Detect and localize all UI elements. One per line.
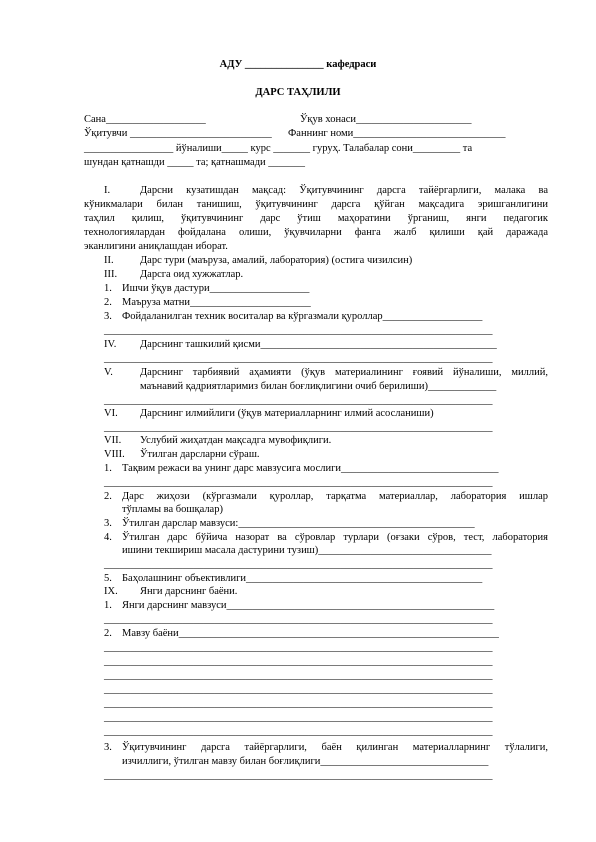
past-topics-field[interactable]: Ўтилган дарслар мавзуси:_____________________________________________ [122, 518, 475, 529]
item-number: 4. [104, 532, 112, 543]
item-text: Ўтилган дарс бўйича назорат ва сўровлар турлари (оғзаки сўров, тест, лаборатория [122, 532, 548, 543]
item-number: 3. [104, 742, 112, 753]
blank-line[interactable]: __________________________________________________________________________ [104, 698, 493, 709]
new-topic-field[interactable]: Янги дарснинг мавзуси___________________________________________________ [122, 600, 495, 611]
document-heading: ДАРС ТАҲЛИЛИ [255, 87, 341, 98]
section-number: VI. [104, 408, 118, 419]
subject-name-field[interactable]: Фаннинг номи_____________________________ [288, 128, 506, 139]
blank-line[interactable]: __________________________________________________________________________ [104, 726, 493, 737]
course-group-field[interactable]: _________________ йўналиши_____ курс _______ гуруҳ. Талабалар сони_________ та [84, 143, 473, 154]
section-number: II. [104, 255, 114, 266]
blank-line[interactable]: __________________________________________________________________________ [104, 656, 493, 667]
lecture-text-field[interactable]: Маъруза матни_______________________ [122, 297, 311, 308]
blank-line[interactable]: __________________________________________________________________________ [104, 395, 493, 406]
section-number: IX. [104, 586, 118, 597]
blank-line[interactable]: __________________________________________________________________________ [104, 559, 493, 570]
section-number: VII. [104, 435, 122, 446]
lesson-type-text: Дарс тури (маъруза, амалий, лаборатория) (остига чизилсин) [140, 255, 413, 266]
section-number: I. [104, 185, 111, 196]
item-number: 1. [104, 600, 112, 611]
section-number: III. [104, 269, 118, 280]
blank-line[interactable]: __________________________________________________________________________ [104, 670, 493, 681]
section-text: Дарснинг тарбиявий аҳамияти (ўқув материалининг ғоявий йўналиши, миллий, [140, 367, 548, 378]
item-text: Ўқитувчининг дарсга тайёргарлиги, баён қилинган материалларнинг тўлалиги, [122, 742, 548, 753]
item-number: 1. [104, 283, 112, 294]
teacher-field[interactable]: Ўқитувчи ___________________________ [84, 128, 272, 139]
control-types-field[interactable]: ишини текшириш масала дастурини тузиш)_________________________________ [122, 545, 492, 556]
item-text: Дарс жиҳози (кўргазмали қуроллар, тарқатма материаллар, лаборатория ишлар [122, 491, 548, 502]
grading-objectivity-field[interactable]: Баҳолашнинг объективлиги_____________________________________________ [122, 573, 483, 584]
section-number: VIII. [104, 449, 125, 460]
preparation-field[interactable]: изчиллиги, ўтилган мавзу билан боғлиқлиги________________________________ [122, 756, 489, 767]
section-text: Янги дарснинг баёни. [140, 586, 238, 597]
blank-line[interactable]: __________________________________________________________________________ [104, 614, 493, 625]
educational-value-field[interactable]: маънавий қадриятларимиз билан боғлиқлигини очиб берилиши)_____________ [140, 381, 497, 392]
section-text: Дарсга оид хужжатлар. [140, 269, 244, 280]
item-number: 5. [104, 573, 112, 584]
item-number: 2. [104, 491, 112, 502]
item-number: 1. [104, 463, 112, 474]
technical-means-field[interactable]: Фойдаланилган техник воситалар ва кўргазмали қуроллар___________________ [122, 311, 483, 322]
calendar-plan-field[interactable]: Тақвим режаси ва унинг дарс мавзусига мослиги______________________________ [122, 463, 499, 474]
section-number: IV. [104, 339, 117, 350]
date-field[interactable]: Сана___________________ [84, 114, 206, 125]
classroom-field[interactable]: Ўқув хонаси______________________ [300, 114, 472, 125]
item-number: 2. [104, 628, 112, 639]
curriculum-field[interactable]: Ишчи ўқув дастури___________________ [122, 283, 310, 294]
blank-line[interactable]: __________________________________________________________________________ [104, 353, 493, 364]
attendance-field[interactable]: шундан қатнашди _____ та; қатнашмади _______ [84, 157, 306, 168]
section-text: таҳлил қилиш, ўқитувчининг дарс ўтиш маҳоратини ўрганиш, янги педагогик [84, 213, 548, 224]
blank-line[interactable]: __________________________________________________________________________ [104, 770, 493, 781]
department-title: АДУ _______________ кафедраси [219, 59, 377, 70]
blank-line[interactable]: __________________________________________________________________________ [104, 642, 493, 653]
section-text: Ўтилган дарсларни сўраш. [140, 449, 260, 460]
item-text: тўпламы ва бошқалар) [122, 504, 223, 515]
organizational-part-field[interactable]: Дарснинг ташкилий қисми_____________________________________________ [140, 339, 497, 350]
blank-line[interactable]: __________________________________________________________________________ [104, 422, 493, 433]
section-text: Услубий жиҳатдан мақсадга мувофиқлиги. [140, 435, 332, 446]
blank-line[interactable]: __________________________________________________________________________ [104, 325, 493, 336]
blank-line[interactable]: __________________________________________________________________________ [104, 477, 493, 488]
section-text: Дарсни кузатишдан мақсад: Ўқитувчининг дарсга тайёргарлиги, малака ва [140, 185, 548, 196]
section-text: технологиялардан фойдалана олиши, ўқувчиларни фанга жалб қилиши қай даражада [84, 227, 548, 238]
section-text: кўникмалари билан танишиш, ўқитувчининг дарсга қўйган мақсадига эришганлигини [84, 199, 548, 210]
blank-line[interactable]: __________________________________________________________________________ [104, 712, 493, 723]
section-text: эканлигини аниқлашдан иборат. [84, 241, 228, 252]
item-number: 3. [104, 311, 112, 322]
item-number: 2. [104, 297, 112, 308]
section-number: V. [104, 367, 113, 378]
item-number: 3. [104, 518, 112, 529]
section-text: Дарснинг илмийлиги (ўқув материалларнинг илмий асосланиши) [140, 408, 434, 419]
topic-description-field[interactable]: Мавзу баёни_____________________________________________________________ [122, 628, 499, 639]
blank-line[interactable]: __________________________________________________________________________ [104, 684, 493, 695]
